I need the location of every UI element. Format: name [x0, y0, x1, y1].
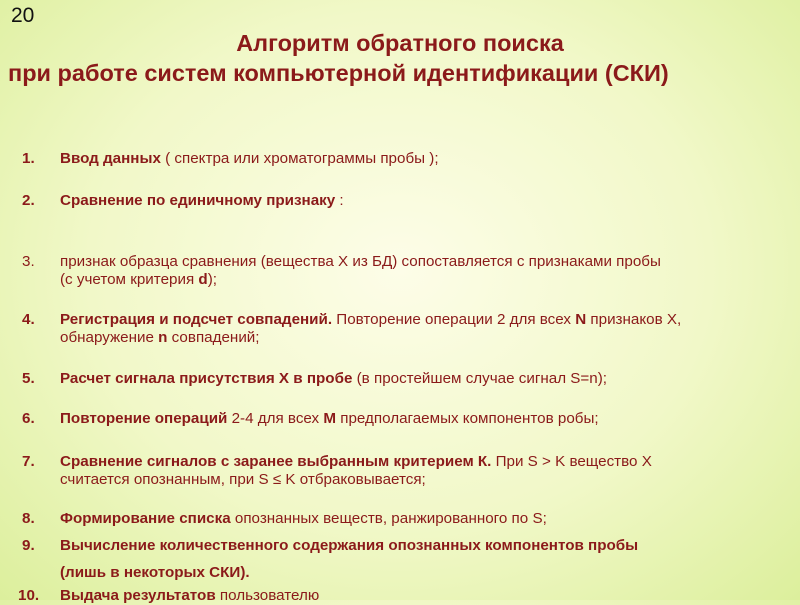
- item-number: 7.: [22, 453, 35, 470]
- item-text-end: совпадений;: [167, 329, 260, 346]
- item-number: 9.: [22, 537, 35, 554]
- symbol-n-lower: n: [158, 329, 168, 346]
- item-text: :: [335, 192, 344, 209]
- item-text-line2: считается опознанным, при S ≤ K отбраковывается;: [60, 471, 426, 488]
- item-heading: Выдача результатов: [60, 587, 216, 604]
- item-heading: Расчет сигнала присутствия Х в пробе: [60, 370, 353, 387]
- title-line-2: при работе систем компьютерной идентификации (СКИ): [8, 60, 669, 86]
- item-number: 10.: [18, 587, 40, 604]
- item-text-end: );: [207, 271, 217, 288]
- criterion-symbol: d: [198, 271, 208, 288]
- item-text: опознанных веществ, ранжированного по S;: [230, 510, 547, 527]
- item-heading: Повторение операций: [60, 410, 228, 427]
- slide-number: 20: [11, 4, 35, 27]
- symbol-n-upper: N: [575, 311, 587, 328]
- item-heading: Ввод данных: [60, 150, 161, 167]
- item-text: пользователю: [215, 587, 320, 604]
- item-number: 2.: [22, 192, 35, 209]
- item-number: 4.: [22, 311, 35, 328]
- item-text-end: предполагаемых компонентов робы;: [336, 410, 599, 427]
- item-text-cont: признаков Х,: [586, 311, 682, 328]
- item-number: 8.: [22, 510, 35, 527]
- item-number: 5.: [22, 370, 35, 387]
- item-text-line2: обнаружение: [60, 329, 159, 346]
- item-number: 1.: [22, 150, 35, 167]
- item-heading: Регистрация и подсчет совпадений.: [60, 311, 333, 328]
- item-text: 2-4 для всех: [227, 410, 324, 427]
- item-text: При S > K вещество Х: [491, 453, 652, 470]
- item-heading: Сравнение сигналов с заранее выбранным критерием К.: [60, 453, 492, 470]
- symbol-m: М: [323, 410, 337, 427]
- item-text-line2: (лишь в некоторых СКИ).: [60, 564, 250, 581]
- item-text: Повторение операции 2 для всех: [332, 311, 576, 328]
- item-text: (в простейшем случае сигнал S=n);: [352, 370, 608, 387]
- item-number: 6.: [22, 410, 35, 427]
- title-line-1: Алгоритм обратного поиска: [236, 30, 564, 56]
- item-text-cont: (с учетом критерия: [60, 271, 199, 288]
- item-text: ( спектра или хроматограммы пробы );: [160, 150, 439, 167]
- item-heading: Формирование списка: [60, 510, 231, 527]
- item-heading: Сравнение по единичному признаку: [60, 192, 336, 209]
- item-heading: Вычисление количественного содержания опознанных компонентов пробы: [60, 537, 639, 554]
- item-number: 3.: [22, 253, 35, 270]
- item-text: признак образца сравнения (вещества Х из БД) сопоставляется с признаками пробы: [60, 253, 661, 270]
